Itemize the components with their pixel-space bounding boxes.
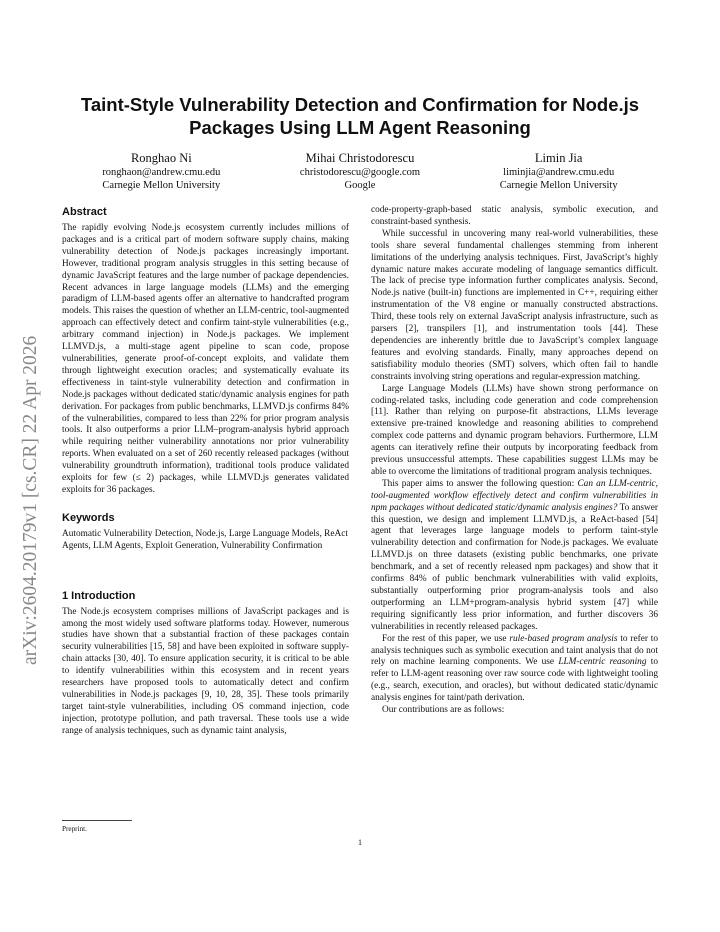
title-line-1: Taint-Style Vulnerability Detection and Confirmation for Node.js (80, 94, 640, 115)
author-email: christodorescu@google.com (299, 167, 421, 178)
author-name: Limin Jia (534, 151, 583, 165)
text-run: to refer to analysis techniques such as symbolic execution and taint analysis that do not rely on machine learning components. We use (371, 633, 658, 668)
arxiv-stamp-text: arXiv:2604.20179v1 [cs.CR] 22 Apr 2026 (20, 335, 41, 665)
author-block (62, 150, 658, 192)
keywords-text: Automatic Vulnerability Detection, Node.js, Large Language Models, ReAct Agents, LLM Agents, Exploit Generation, Vulnerability Confirmation (62, 528, 348, 551)
author-name: Mihai Christodorescu (305, 151, 415, 165)
abstract-text: The rapidly evolving Node.js ecosystem currently includes millions of packages and is a critical part of modern software supply chains, making vulnerability detection of Node.js packages increasingly important. However, traditional program analysis struggles in this setting because of dynamic JavaScript features and the large number of package dependencies. Recent advances in large language models (LLMs) and the emerging paradigm of LLM-based agents offer an alternative to handcrafted program models. This raises the question of whether an LLM-centric, tool-augmented approach can effectively detect and confirm taint-style vulnerabilities (e.g., arbitrary command injection) in Node.js packages. We implement LLMVD.js, a multi-stage agent pipeline to scan code, propose vulnerabilities, generate proof-of-concept exploits, and validate them through lightweight execution oracles; and systematically evaluate its effectiveness in taint-style vulnerability detection and confirmation in Node.js packages without dedicated static/dynamic analysis engines for path derivation. For packages from public benchmarks, LLMVD.js confirms 84% of the vulnerabilities, compared to less than 22% for prior program analysis tools. It also outperforms a prior LLM–program-analysis hybrid approach while requiring neither vulnerability annotations nor prior vulnerability reports. When evaluated on a set of 260 recently released packages (without vulnerability groundtruth information), traditional tools produce validated exploits for few (≤ 2) packages, while LLMVD.js generates validated exploits for 36 packages. (62, 223, 349, 495)
terminology-paragraph (371, 634, 658, 705)
page-number: 1 (358, 838, 362, 847)
author-affiliation: Google (344, 180, 376, 191)
term: LLM-centric reasoning (558, 657, 647, 668)
author-2 (261, 150, 460, 192)
text-run: For the rest of this paper, we use (382, 633, 510, 644)
title-line-2: Packages Using LLM Agent Reasoning (189, 117, 531, 138)
author-3 (459, 150, 658, 192)
author-1 (62, 150, 261, 192)
paragraph: Our contributions are as follows: (382, 705, 505, 716)
term: rule-based program analysis (509, 633, 618, 644)
text-run: to refer to LLM-agent reasoning over raw source code with lightweight tooling (e.g., search, execution, and oracles), but without dedicated static/dynamic analysis engines for taint/path derivation. (371, 657, 658, 704)
footnote-rule (62, 820, 132, 821)
paragraph: Large Language Models (LLMs) have shown strong performance on coding-related tasks, including code generation and code comprehension [11]. Rather than relying on purpose-fit abstractions, LLMs leverage extensive pre-trained knowledge and reasoning abilities to comprehend complex code patterns and dynamic program behaviors. Furthermore, LLM agents can iteratively refine their outputs by incorporating feedback from previous unsuccessful attempts. These capabilities suggest LLMs may be able to overcome the limitations of traditional program analysis techniques. (371, 383, 658, 477)
intro-paragraph: The Node.js ecosystem comprises millions of JavaScript packages and is among the most widely used software platforms today. However, numerous studies have shown that a substantial fraction of these packages contain security vulnerabilities [15, 58] and have been exploited in software supply-chain attacks [30, 40]. To ensure application security, it is critical to be able to identify vulnerabilities within this ecosystem and in recent years researchers have proposed tools to automatically detect and confirm vulnerabilities in Node.js packages [9, 10, 28, 35]. These tools primarily target taint-style vulnerabilities, including OS command injection, code injection, prototype pollution, and path traversal. These tools use a wide range of analysis techniques, such as dynamic taint analysis, (62, 606, 349, 736)
research-question-paragraph (371, 479, 658, 634)
text-run: To answer this question, we design and implement LLMVD.js, a ReAct-based [54] agent that leverages large language models to perform taint-style vulnerability detection and confirmation for Node.js packages. We evaluate LLMVD.js on three datasets (existing public benchmarks, one private benchmark, and a set of recently released npm packages) and show that it confirms 84% of public benchmark vulnerabilities with valid exploits, substantially outperforming prior program-analysis tools and also outperforming an LLM+program-analysis hybrid system [47] while requiring significantly less prior information, and further discovers 36 vulnerabilities in recently released packages. (371, 502, 658, 632)
arxiv-stamp (6, 210, 46, 670)
research-question: Can an LLM-centric, tool-augmented workflow effectively detect and confirm vulnerabilities in npm packages without dedicated static/dynamic analysis engines? (371, 478, 658, 513)
author-affiliation: Carnegie Mellon University (499, 180, 618, 191)
keywords-heading: Keywords (62, 511, 115, 524)
author-email: ronghaon@andrew.cmu.edu (102, 167, 221, 178)
intro-heading: 1 Introduction (62, 589, 136, 602)
author-email: liminjia@andrew.cmu.edu (503, 167, 615, 178)
footnote: Preprint. (62, 825, 87, 833)
paragraph: While successful in uncovering many real-world vulnerabilities, these tools share several fundamental challenges stemming from inherent limitations of the underlying analysis techniques. First, JavaScript’s highly dynamic nature makes accurate modeling of language semantics difficult. The lack of precise type information further complicates analysis. Second, Node.js native (built-in) functions are implemented in C++, requiring either instrumentation of the V8 engine or manually constructed abstractions. Third, these tools rely on external JavaScript analysis infrastructure, such as parsers [2], transpilers [1], and instrumentation tools [44]. These dependencies are inherently brittle due to JavaScript’s complex language features and evolving standards. Finally, many approaches depend on satisfiability modulo theories (SMT) solvers, which often fail to handle constraints involving string operations and regular-expression matching. (371, 228, 658, 382)
paper-title (40, 93, 680, 139)
paragraph: code-property-graph-based static analysis, symbolic execution, and constraint-based synthesis. (371, 205, 658, 227)
author-affiliation: Carnegie Mellon University (102, 180, 221, 191)
text-run: This paper aims to answer the following question: (382, 478, 578, 489)
abstract-heading: Abstract (62, 206, 107, 218)
author-name: Ronghao Ni (130, 151, 192, 165)
left-column (62, 205, 349, 738)
right-column (371, 205, 658, 717)
